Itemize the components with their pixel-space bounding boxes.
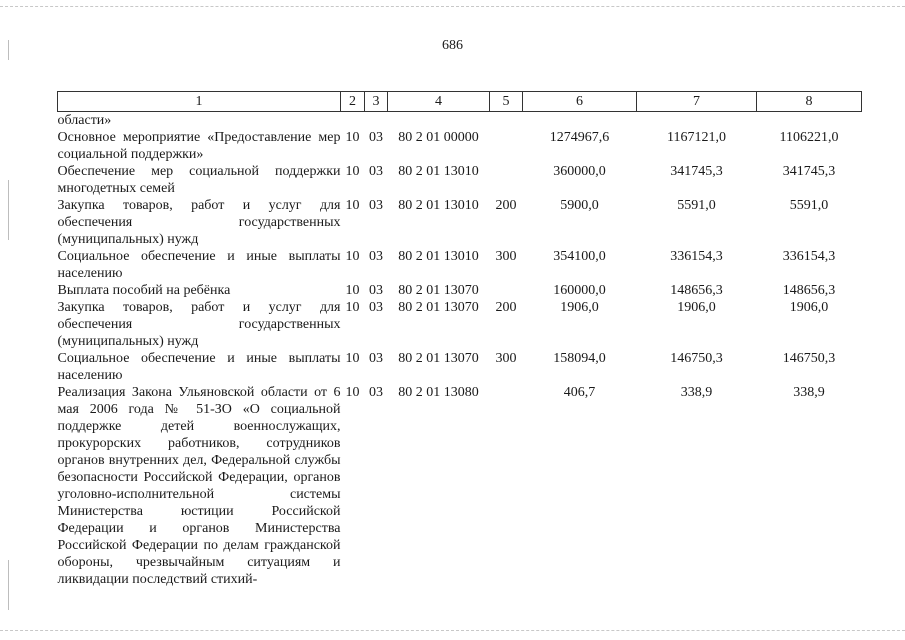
expense-type-code: 200 — [495, 300, 517, 315]
row-name: Закупка товаров, работ и услуг для обеспечения государственных (муниципальных) нужд — [57, 198, 341, 247]
row-name: области» — [57, 113, 112, 128]
row-name: Закупка товаров, работ и услуг для обеспечения государственных (муниципальных) нужд — [57, 300, 341, 349]
subsection-code: 03 — [369, 164, 383, 179]
amount-col8: 1106221,0 — [779, 130, 839, 145]
section-code: 10 — [345, 385, 360, 400]
column-header: 6 — [523, 92, 637, 112]
expense-type-code: 300 — [495, 249, 517, 264]
target-article-code: 80 2 01 13010 — [398, 249, 479, 264]
column-header: 8 — [757, 92, 862, 112]
table-row — [58, 112, 862, 130]
amount-col8: 336154,3 — [782, 249, 836, 264]
column-header: 1 — [58, 92, 341, 112]
section-code: 10 — [345, 130, 360, 145]
table-row — [58, 299, 862, 350]
column-header: 2 — [341, 92, 365, 112]
column-header: 3 — [365, 92, 388, 112]
section-code: 10 — [345, 164, 360, 179]
amount-col6: 5900,0 — [560, 198, 599, 213]
subsection-code: 03 — [369, 198, 383, 213]
section-code — [341, 112, 365, 130]
expense-type-code — [490, 163, 523, 197]
row-name: Реализация Закона Ульяновской области от 6 мая 2006 года № 51-ЗО «О социальной поддержке детей военнослужащих, прокурорских работников, сотрудников органов внутренних дел, Федеральной службы безопасности Российской Федерации, органов уголовно-исполнительной системы Министерства юстиции Российской Федерации и органов Министерства Российской Федерации по делам гражданской обороны, чрезвычайным ситуациям и ликвидации последствий стихий- — [57, 385, 341, 587]
target-article-code — [388, 112, 490, 130]
amount-col6: 160000,0 — [553, 283, 606, 298]
amount-col6 — [523, 112, 637, 130]
target-article-code: 80 2 01 13070 — [398, 300, 479, 315]
scan-margin-mark — [8, 560, 9, 610]
amount-col7 — [637, 112, 757, 130]
budget-table — [57, 91, 862, 588]
table-row — [58, 282, 862, 299]
amount-col6: 360000,0 — [553, 164, 606, 179]
row-name: Социальное обеспечение и иные выплаты населению — [57, 351, 341, 383]
expense-type-code — [490, 282, 523, 299]
subsection-code: 03 — [369, 249, 383, 264]
expense-type-code — [490, 384, 523, 588]
amount-col6: 406,7 — [563, 385, 596, 400]
subsection-code: 03 — [369, 130, 383, 145]
table-row — [58, 248, 862, 282]
expense-type-code — [490, 129, 523, 163]
amount-col7: 338,9 — [680, 385, 713, 400]
table-header-row — [58, 92, 862, 112]
subsection-code: 03 — [369, 385, 383, 400]
column-header: 4 — [388, 92, 490, 112]
row-name: Выплата пособий на ребёнка — [57, 283, 231, 298]
amount-col7: 336154,3 — [670, 249, 723, 264]
amount-col8: 338,9 — [793, 385, 825, 400]
subsection-code — [365, 112, 388, 130]
amount-col6: 1274967,6 — [549, 130, 610, 145]
target-article-code: 80 2 01 13080 — [398, 385, 479, 400]
subsection-code: 03 — [369, 351, 383, 366]
table-row — [58, 384, 862, 588]
expense-type-code: 300 — [495, 351, 517, 366]
amount-col8: 341745,3 — [782, 164, 836, 179]
amount-col7: 1167121,0 — [667, 130, 726, 145]
subsection-code: 03 — [369, 283, 383, 298]
amount-col7: 1906,0 — [677, 300, 716, 315]
row-name: Обеспечение мер социальной поддержки многодетных семей — [57, 164, 341, 196]
target-article-code: 80 2 01 00000 — [398, 130, 479, 145]
section-code: 10 — [345, 300, 360, 315]
target-article-code: 80 2 01 13070 — [398, 283, 479, 298]
section-code: 10 — [345, 351, 360, 366]
amount-col8: 146750,3 — [782, 351, 836, 366]
subsection-code: 03 — [369, 300, 383, 315]
target-article-code: 80 2 01 13010 — [398, 198, 479, 213]
target-article-code: 80 2 01 13010 — [398, 164, 479, 179]
amount-col7: 148656,3 — [670, 283, 723, 298]
amount-col6: 1906,0 — [560, 300, 599, 315]
amount-col8: 148656,3 — [782, 283, 836, 298]
scan-bottom-edge — [0, 630, 905, 633]
amount-col8: 1906,0 — [789, 300, 829, 315]
amount-col6: 158094,0 — [553, 351, 606, 366]
amount-col6: 354100,0 — [553, 249, 606, 264]
table-row — [58, 163, 862, 197]
scan-margin-mark — [8, 180, 9, 240]
row-name: Социальное обеспечение и иные выплаты населению — [57, 249, 341, 281]
expense-type-code — [490, 112, 523, 130]
section-code: 10 — [345, 198, 360, 213]
amount-col8 — [757, 112, 862, 130]
scan-top-edge — [0, 6, 905, 9]
amount-col7: 341745,3 — [670, 164, 723, 179]
target-article-code: 80 2 01 13070 — [398, 351, 479, 366]
section-code: 10 — [345, 249, 360, 264]
table-row — [58, 350, 862, 384]
expense-type-code: 200 — [495, 198, 517, 213]
section-code: 10 — [345, 283, 360, 298]
amount-col7: 5591,0 — [677, 198, 716, 213]
table-row — [58, 129, 862, 163]
column-header: 7 — [637, 92, 757, 112]
amount-col7: 146750,3 — [670, 351, 723, 366]
column-header: 5 — [490, 92, 523, 112]
amount-col8: 5591,0 — [789, 198, 829, 213]
row-name: Основное мероприятие «Предоставление мер социальной поддержки» — [57, 130, 341, 162]
table-row — [58, 197, 862, 248]
page-number: 686 — [442, 38, 463, 53]
